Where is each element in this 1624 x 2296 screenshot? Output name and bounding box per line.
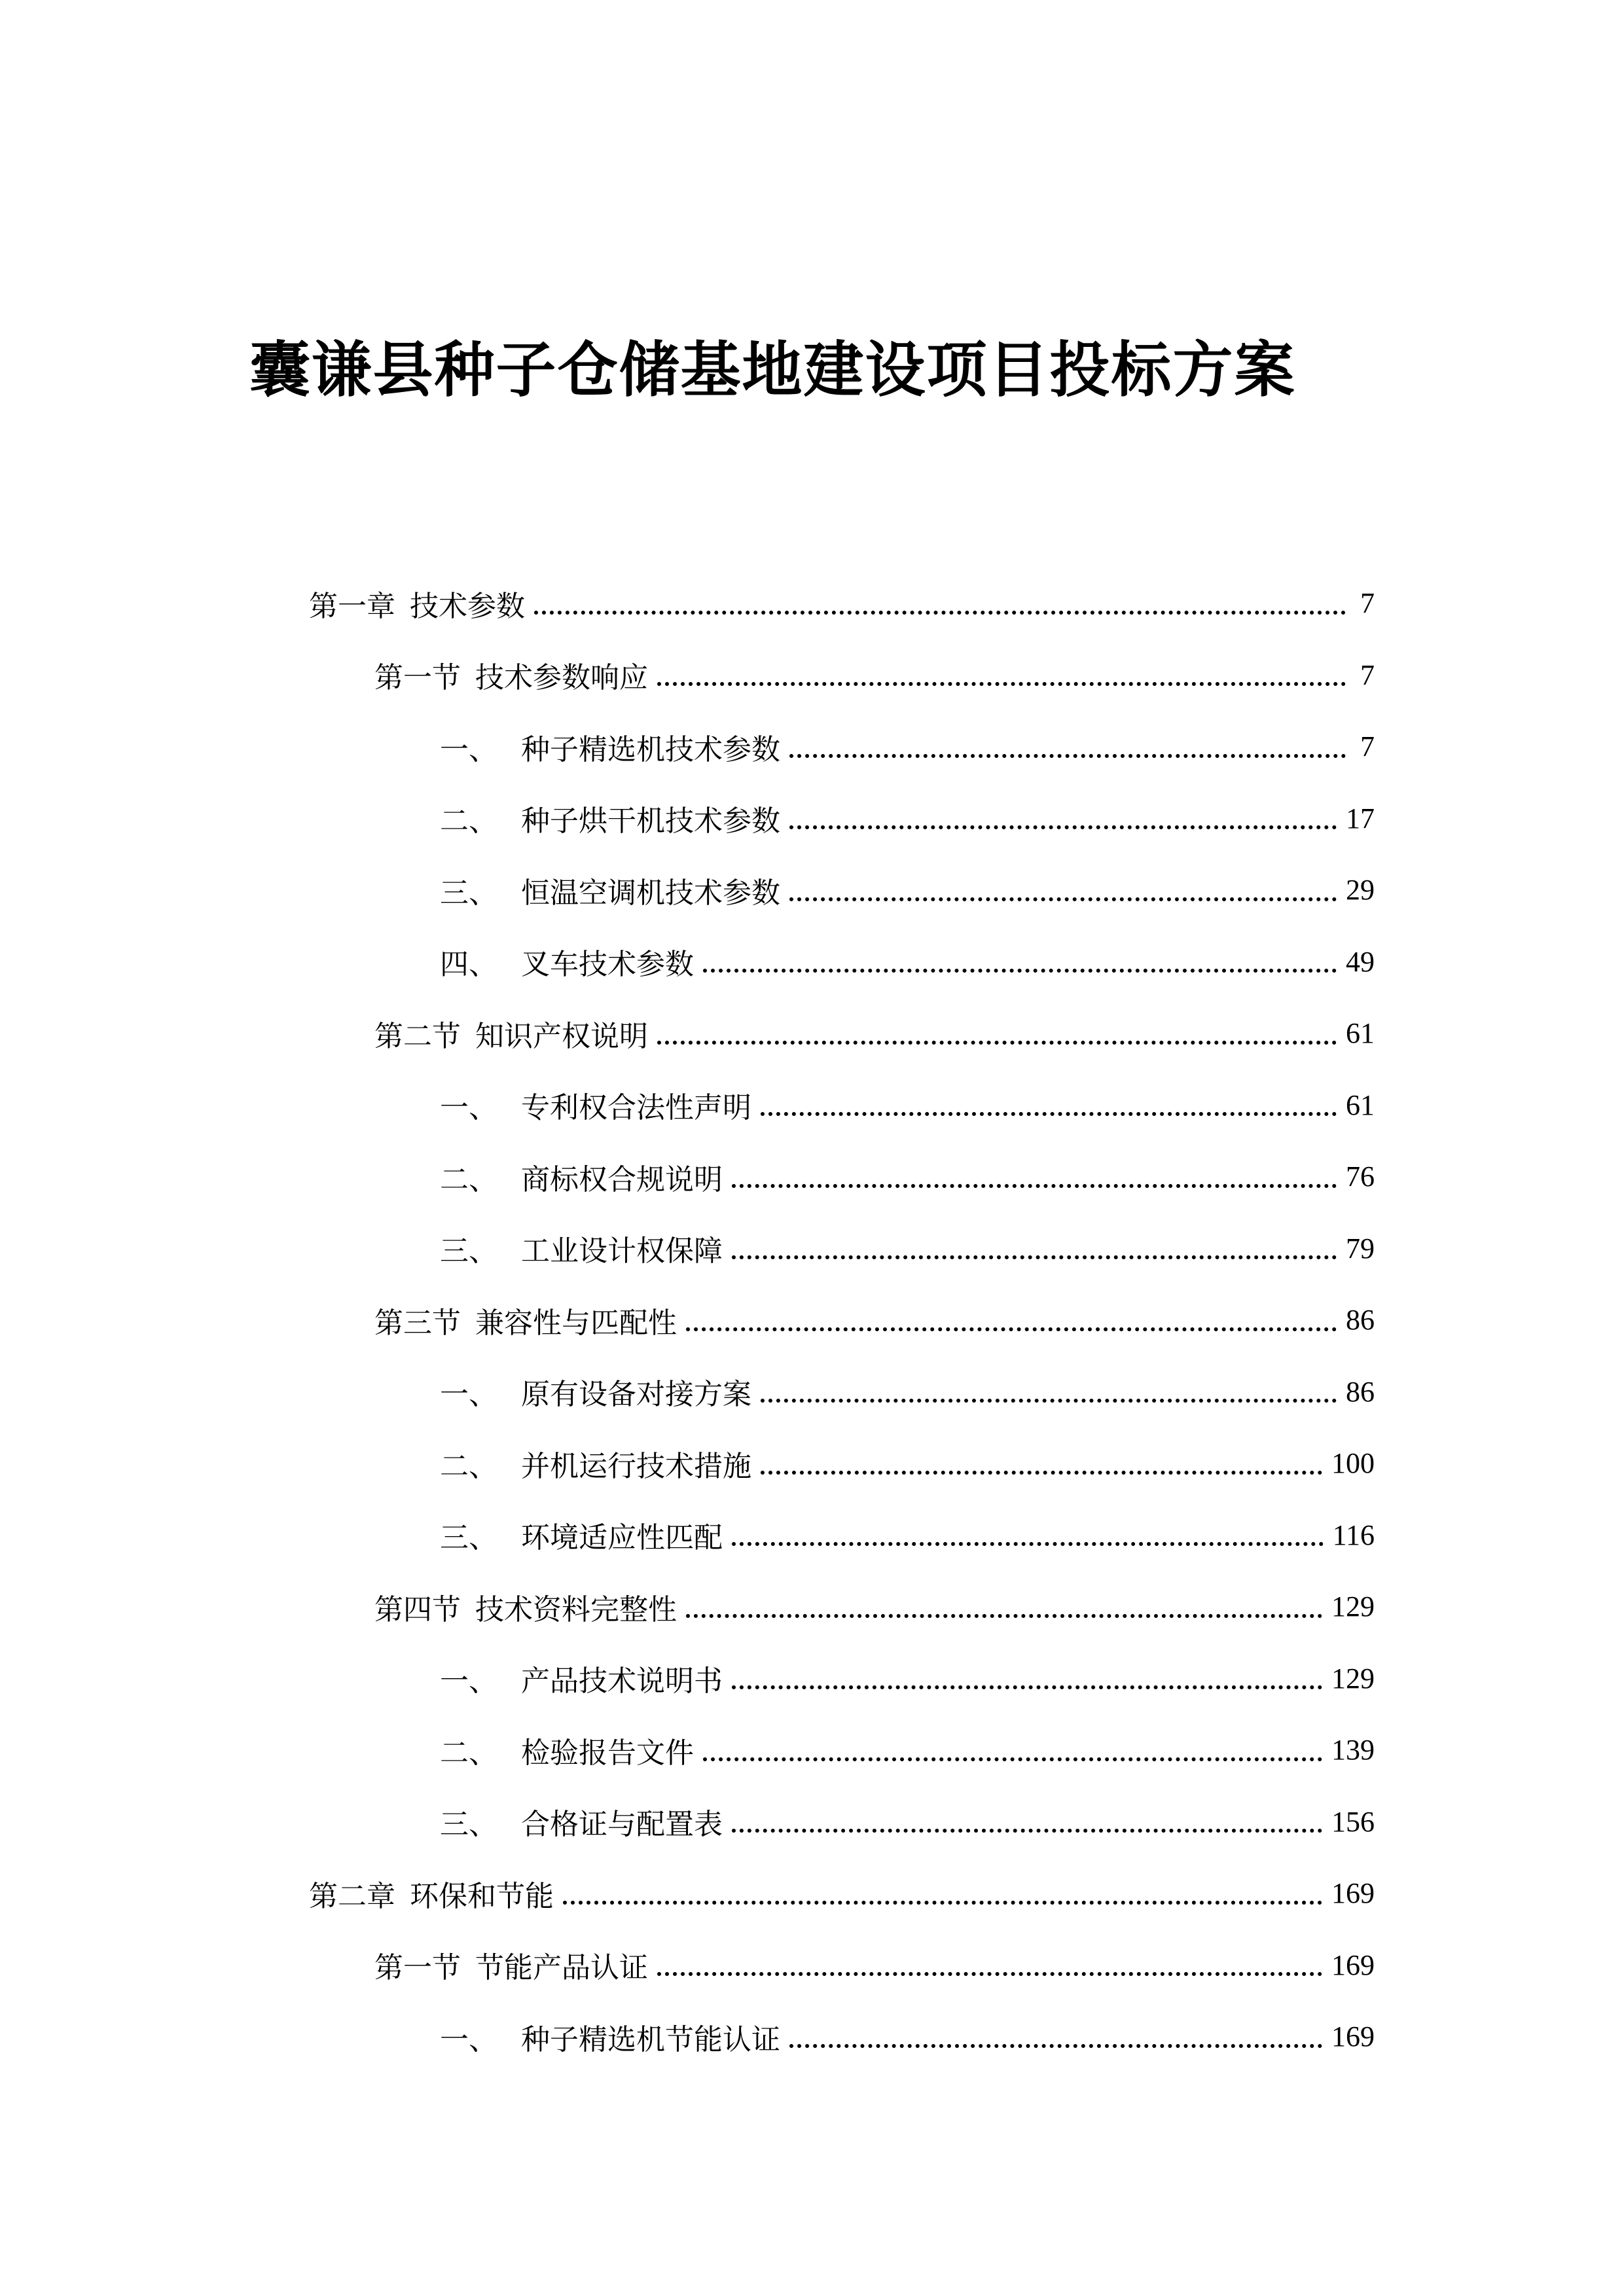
toc-entry-item[interactable] bbox=[309, 1356, 1375, 1428]
toc-page-number: 86 bbox=[1346, 1304, 1375, 1336]
toc-dot-leader bbox=[686, 1314, 1337, 1331]
toc-dot-leader bbox=[686, 1601, 1322, 1618]
toc-page-number: 61 bbox=[1346, 1088, 1375, 1121]
toc-entry-item[interactable] bbox=[309, 1786, 1375, 1858]
toc-page-number: 29 bbox=[1346, 874, 1375, 906]
toc-entry-number: 第一节 bbox=[374, 661, 461, 695]
toc-entry-label: 产品技术说明书 bbox=[521, 1664, 723, 1698]
toc-entry-label: 专利权合法性声明 bbox=[521, 1091, 751, 1125]
toc-entry-label: 恒温空调机技术参数 bbox=[521, 876, 780, 910]
toc-dot-leader bbox=[789, 2031, 1322, 2048]
toc-entry-label: 环境适应性匹配 bbox=[521, 1521, 723, 1555]
toc-page-number: 86 bbox=[1346, 1375, 1375, 1408]
toc-page-number: 169 bbox=[1331, 1948, 1375, 1981]
toc-dot-leader bbox=[534, 598, 1346, 615]
toc-page-number: 156 bbox=[1331, 1805, 1375, 1838]
toc-entry-label: 节能产品认证 bbox=[475, 1951, 648, 1985]
toc-entry-label: 知识产权说明 bbox=[475, 1019, 648, 1053]
toc-entry-number: 第一节 bbox=[374, 1951, 461, 1985]
toc-page-number: 169 bbox=[1331, 2020, 1375, 2053]
toc-dot-leader bbox=[732, 1242, 1337, 1259]
toc-entry-number: 二、 bbox=[440, 1449, 497, 1483]
toc-entry-item[interactable] bbox=[309, 1643, 1375, 1715]
toc-entry-number: 三、 bbox=[440, 1234, 497, 1268]
toc-entry-label: 并机运行技术措施 bbox=[521, 1449, 751, 1483]
toc-entry-label: 原有设备对接方案 bbox=[521, 1378, 751, 1412]
toc-entry-section[interactable] bbox=[309, 1929, 1375, 2001]
toc-entry-section[interactable] bbox=[309, 997, 1375, 1069]
toc-entry-item[interactable] bbox=[309, 1714, 1375, 1786]
toc-dot-leader bbox=[789, 812, 1337, 829]
toc-entry-number: 二、 bbox=[440, 1736, 497, 1770]
toc-page-number: 76 bbox=[1346, 1160, 1375, 1193]
toc-entry-label: 合格证与配置表 bbox=[521, 1808, 723, 1842]
toc-entry-label: 种子烘干机技术参数 bbox=[521, 804, 780, 838]
toc-dot-leader bbox=[732, 1529, 1324, 1546]
toc-entry-number: 一、 bbox=[440, 1091, 497, 1125]
toc-entry-label: 环保和节能 bbox=[410, 1879, 554, 1913]
toc-entry-number: 一、 bbox=[440, 2022, 497, 2056]
toc-entry-label: 种子精选机技术参数 bbox=[521, 732, 780, 766]
toc-page-number: 116 bbox=[1332, 1518, 1375, 1551]
toc-dot-leader bbox=[761, 1386, 1337, 1403]
toc-entry-label: 技术资料完整性 bbox=[475, 1592, 677, 1626]
toc-page-number: 139 bbox=[1331, 1734, 1375, 1767]
toc-dot-leader bbox=[732, 1171, 1337, 1188]
toc-entry-number: 二、 bbox=[440, 1162, 497, 1196]
toc-page-number: 7 bbox=[1360, 730, 1375, 763]
table-of-contents bbox=[309, 567, 1375, 2073]
toc-page-number: 79 bbox=[1346, 1232, 1375, 1265]
toc-page-number: 100 bbox=[1331, 1447, 1375, 1480]
toc-page-number: 129 bbox=[1331, 1590, 1375, 1623]
toc-entry-number: 一、 bbox=[440, 1664, 497, 1698]
toc-entry-label: 检验报告文件 bbox=[521, 1736, 694, 1770]
toc-entry-section[interactable] bbox=[309, 639, 1375, 711]
toc-dot-leader bbox=[563, 1888, 1322, 1905]
toc-dot-leader bbox=[657, 669, 1346, 686]
toc-entry-section[interactable] bbox=[309, 1284, 1375, 1356]
toc-dot-leader bbox=[761, 1458, 1322, 1475]
toc-page-number: 17 bbox=[1346, 802, 1375, 834]
toc-dot-leader bbox=[732, 1672, 1322, 1689]
toc-page-number: 49 bbox=[1346, 945, 1375, 978]
toc-entry-item[interactable] bbox=[309, 1499, 1375, 1571]
toc-entry-item[interactable] bbox=[309, 2001, 1375, 2073]
toc-entry-section[interactable] bbox=[309, 1571, 1375, 1643]
toc-entry-item[interactable] bbox=[309, 1427, 1375, 1499]
toc-page-number: 7 bbox=[1360, 587, 1375, 620]
toc-entry-number: 四、 bbox=[440, 948, 497, 982]
toc-entry-item[interactable] bbox=[309, 926, 1375, 998]
toc-entry-item[interactable] bbox=[309, 854, 1375, 926]
toc-dot-leader bbox=[732, 1816, 1322, 1833]
toc-entry-number: 三、 bbox=[440, 1808, 497, 1842]
toc-entry-number: 第二节 bbox=[374, 1019, 461, 1053]
toc-entry-label: 种子精选机节能认证 bbox=[521, 2022, 780, 2056]
toc-entry-label: 工业设计权保障 bbox=[521, 1234, 723, 1268]
toc-entry-item[interactable] bbox=[309, 783, 1375, 855]
toc-page-number: 7 bbox=[1360, 658, 1375, 691]
toc-dot-leader bbox=[657, 1959, 1322, 1976]
toc-entry-number: 三、 bbox=[440, 876, 497, 910]
toc-dot-leader bbox=[703, 1744, 1322, 1761]
toc-page-number: 129 bbox=[1331, 1662, 1375, 1695]
toc-entry-item[interactable] bbox=[309, 711, 1375, 783]
toc-entry-label: 商标权合规说明 bbox=[521, 1162, 723, 1196]
toc-dot-leader bbox=[789, 741, 1346, 758]
toc-entry-label: 叉车技术参数 bbox=[521, 948, 694, 982]
toc-entry-label: 兼容性与匹配性 bbox=[475, 1306, 677, 1340]
toc-dot-leader bbox=[761, 1099, 1337, 1116]
toc-dot-leader bbox=[657, 1028, 1337, 1045]
toc-entry-label: 技术参数响应 bbox=[475, 661, 648, 695]
toc-entry-number: 第一章 bbox=[309, 589, 395, 623]
toc-dot-leader bbox=[703, 956, 1337, 973]
toc-entry-number: 一、 bbox=[440, 1378, 497, 1412]
toc-dot-leader bbox=[789, 884, 1337, 901]
toc-entry-item[interactable] bbox=[309, 1213, 1375, 1285]
toc-page-number: 61 bbox=[1346, 1017, 1375, 1050]
toc-entry-number: 二、 bbox=[440, 804, 497, 838]
toc-entry-number: 第三节 bbox=[374, 1306, 461, 1340]
document-title: 囊谦县种子仓储基地建设项目投标方案 bbox=[249, 334, 1296, 405]
toc-entry-item[interactable] bbox=[309, 1069, 1375, 1141]
toc-page-number: 169 bbox=[1331, 1877, 1375, 1910]
toc-entry-number: 第二章 bbox=[309, 1879, 395, 1913]
toc-entry-chapter-1[interactable] bbox=[309, 567, 1375, 639]
toc-entry-chapter-2[interactable] bbox=[309, 1857, 1375, 1929]
toc-entry-item[interactable] bbox=[309, 1141, 1375, 1213]
toc-entry-number: 三、 bbox=[440, 1521, 497, 1555]
toc-entry-number: 一、 bbox=[440, 732, 497, 766]
toc-entry-label: 技术参数 bbox=[410, 589, 525, 623]
toc-entry-number: 第四节 bbox=[374, 1592, 461, 1626]
